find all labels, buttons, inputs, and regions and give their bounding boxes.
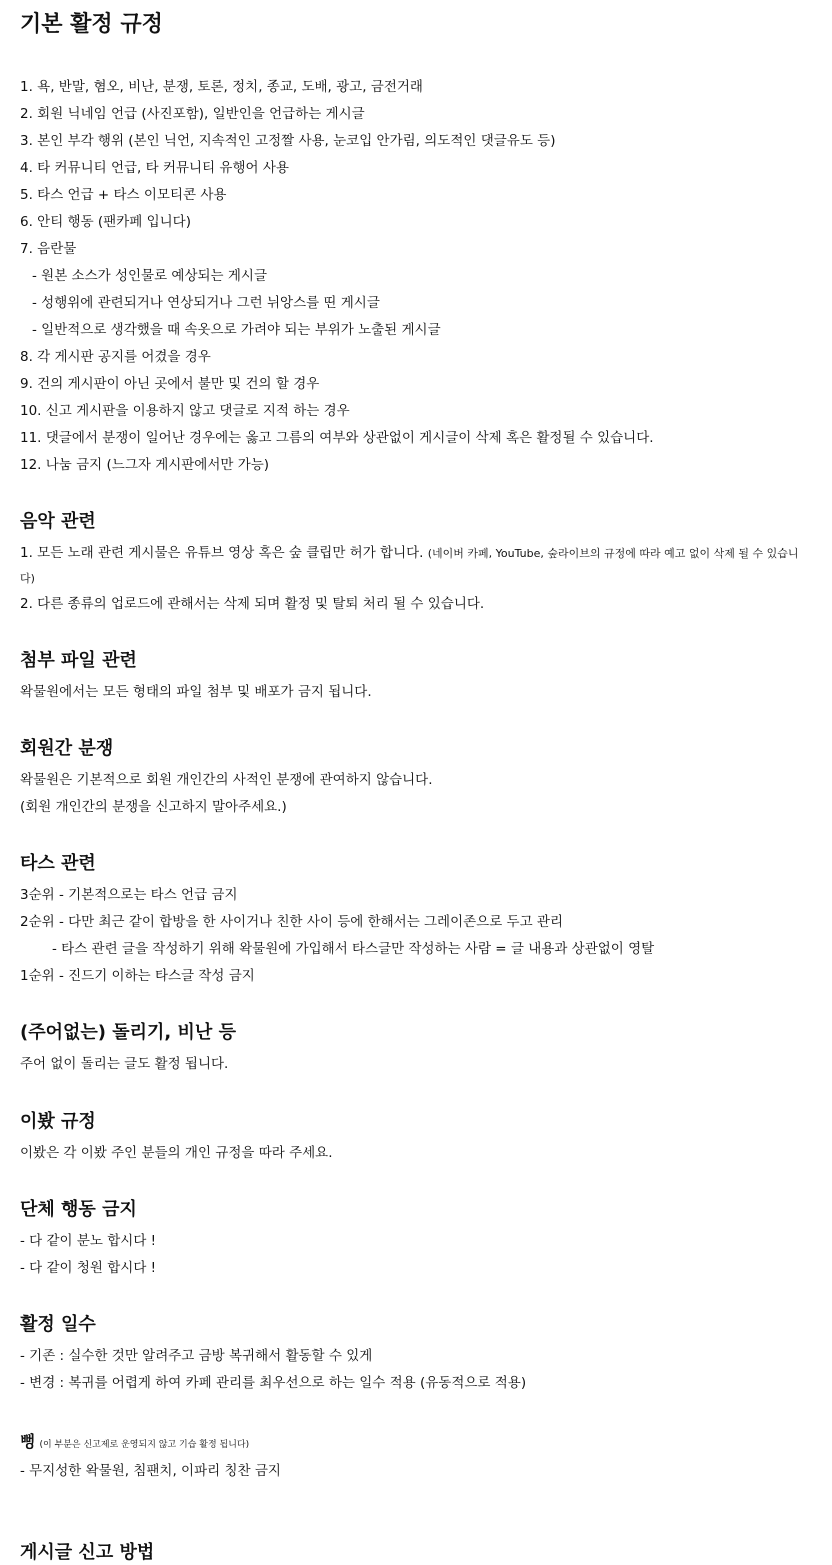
days-line-2: - 변경 : 복귀를 어렵게 하여 카페 관리를 최우선으로 하는 일수 적용 (유동적으로 적용) bbox=[20, 1375, 527, 1391]
section-title-days: 활정 일수 bbox=[20, 1314, 96, 1335]
rule-item: 5. 타스 언급 + 타스 이모티콘 사용 bbox=[20, 187, 227, 203]
group-line-2: - 다 같이 청원 합시다 ! bbox=[20, 1260, 157, 1276]
music-line-1-note: (네이버 카페, YouTube, 숲라이브의 규정에 따라 예고 없이 삭제 될 수 있습니다) bbox=[20, 547, 799, 585]
rule-subitem: - 원본 소스가 성인물로 예상되는 게시글 bbox=[32, 268, 267, 284]
tas-line-4: 1순위 - 진드기 이하는 타스글 작성 금지 bbox=[20, 968, 255, 984]
rule-subitem: - 일반적으로 생각했을 때 속옷으로 가려야 되는 부위가 노출된 게시글 bbox=[32, 322, 441, 338]
section-title-attach: 첨부 파일 관련 bbox=[20, 650, 137, 671]
rule-item: 6. 안티 행동 (팬카페 입니다) bbox=[20, 214, 191, 230]
group-line-1: - 다 같이 분노 합시다 ! bbox=[20, 1233, 157, 1249]
rule-item: 7. 음란물 bbox=[20, 241, 77, 257]
rule-item: 3. 본인 부각 행위 (본인 닉언, 지속적인 고정짤 사용, 눈코입 안가림, 의도적인 댓글유도 등) bbox=[20, 133, 556, 149]
bbeong-note: (이 부분은 신고제로 운영되지 않고 기습 활정 됩니다) bbox=[39, 1440, 250, 1450]
bbeong-title: 뻥 bbox=[20, 1432, 36, 1451]
section-title-basic: 기본 활정 규정 bbox=[20, 12, 163, 37]
rule-item: 9. 건의 게시판이 아닌 곳에서 불만 및 건의 할 경우 bbox=[20, 376, 320, 392]
section-title-bbeong bbox=[20, 1430, 249, 1457]
rule-item: 2. 회원 닉네임 언급 (사진포함), 일반인을 언급하는 게시글 bbox=[20, 106, 365, 122]
tas-line-1: 3순위 - 기본적으로는 타스 언급 금지 bbox=[20, 887, 238, 903]
rule-item: 8. 각 게시판 공지를 어겼을 경우 bbox=[20, 349, 211, 365]
days-line-1: - 기존 : 실수한 것만 알려주고 금방 복귀해서 활동할 수 있게 bbox=[20, 1348, 373, 1364]
rule-item: 10. 신고 게시판을 이용하지 않고 댓글로 지적 하는 경우 bbox=[20, 403, 350, 419]
rule-item: 11. 댓글에서 분쟁이 일어난 경우에는 옳고 그름의 여부와 상관없이 게시글이 삭제 혹은 활정될 수 있습니다. bbox=[20, 430, 654, 446]
section-title-report: 게시글 신고 방법 bbox=[20, 1542, 155, 1563]
tas-line-2: 2순위 - 다만 최근 같이 합방을 한 사이거나 친한 사이 등에 한해서는 그레이존으로 두고 관리 bbox=[20, 914, 564, 930]
ibbat-line-1: 이봤은 각 이봤 주인 분들의 개인 규정을 따라 주세요. bbox=[20, 1145, 333, 1161]
music-line-1 bbox=[20, 541, 812, 591]
section-title-ibbat: 이봤 규정 bbox=[20, 1111, 96, 1132]
rule-item: 1. 욕, 반말, 혐오, 비난, 분쟁, 토론, 정치, 종교, 도배, 광고, 금전거래 bbox=[20, 79, 423, 95]
dispute-line-1: 왁물원은 기본적으로 회원 개인간의 사적인 분쟁에 관여하지 않습니다. bbox=[20, 772, 433, 788]
section-title-dispute: 회원간 분쟁 bbox=[20, 738, 114, 759]
section-title-spin: (주어없는) 돌리기, 비난 등 bbox=[20, 1022, 236, 1043]
rule-subitem: - 성행위에 관련되거나 연상되거나 그런 뉘앙스를 띤 게시글 bbox=[32, 295, 380, 311]
section-title-group: 단체 행동 금지 bbox=[20, 1199, 137, 1220]
rule-item: 12. 나눔 금지 (느그자 게시판에서만 가능) bbox=[20, 457, 270, 473]
music-line-2: 2. 다른 종류의 업로드에 관해서는 삭제 되며 활정 및 탈퇴 처리 될 수 있습니다. bbox=[20, 596, 485, 612]
section-title-tas: 타스 관련 bbox=[20, 853, 96, 874]
attach-line-1: 왁물원에서는 모든 형태의 파일 첨부 및 배포가 금지 됩니다. bbox=[20, 684, 372, 700]
bbeong-line-1: - 무지성한 왁물원, 침팬치, 이파리 칭찬 금지 bbox=[20, 1463, 281, 1479]
spin-line-1: 주어 없이 돌리는 글도 활정 됩니다. bbox=[20, 1056, 229, 1072]
rule-item: 4. 타 커뮤니티 언급, 타 커뮤니티 유행어 사용 bbox=[20, 160, 289, 176]
music-line-1-main: 1. 모든 노래 관련 게시물은 유튜브 영상 혹은 숲 클립만 허가 합니다. bbox=[20, 545, 428, 561]
section-title-music: 음악 관련 bbox=[20, 511, 96, 532]
dispute-line-2: (회원 개인간의 분쟁을 신고하지 말아주세요.) bbox=[20, 799, 287, 815]
tas-line-3: - 타스 관련 글을 작성하기 위해 왁물원에 가입해서 타스글만 작성하는 사람 = 글 내용과 상관없이 영탈 bbox=[52, 941, 655, 957]
